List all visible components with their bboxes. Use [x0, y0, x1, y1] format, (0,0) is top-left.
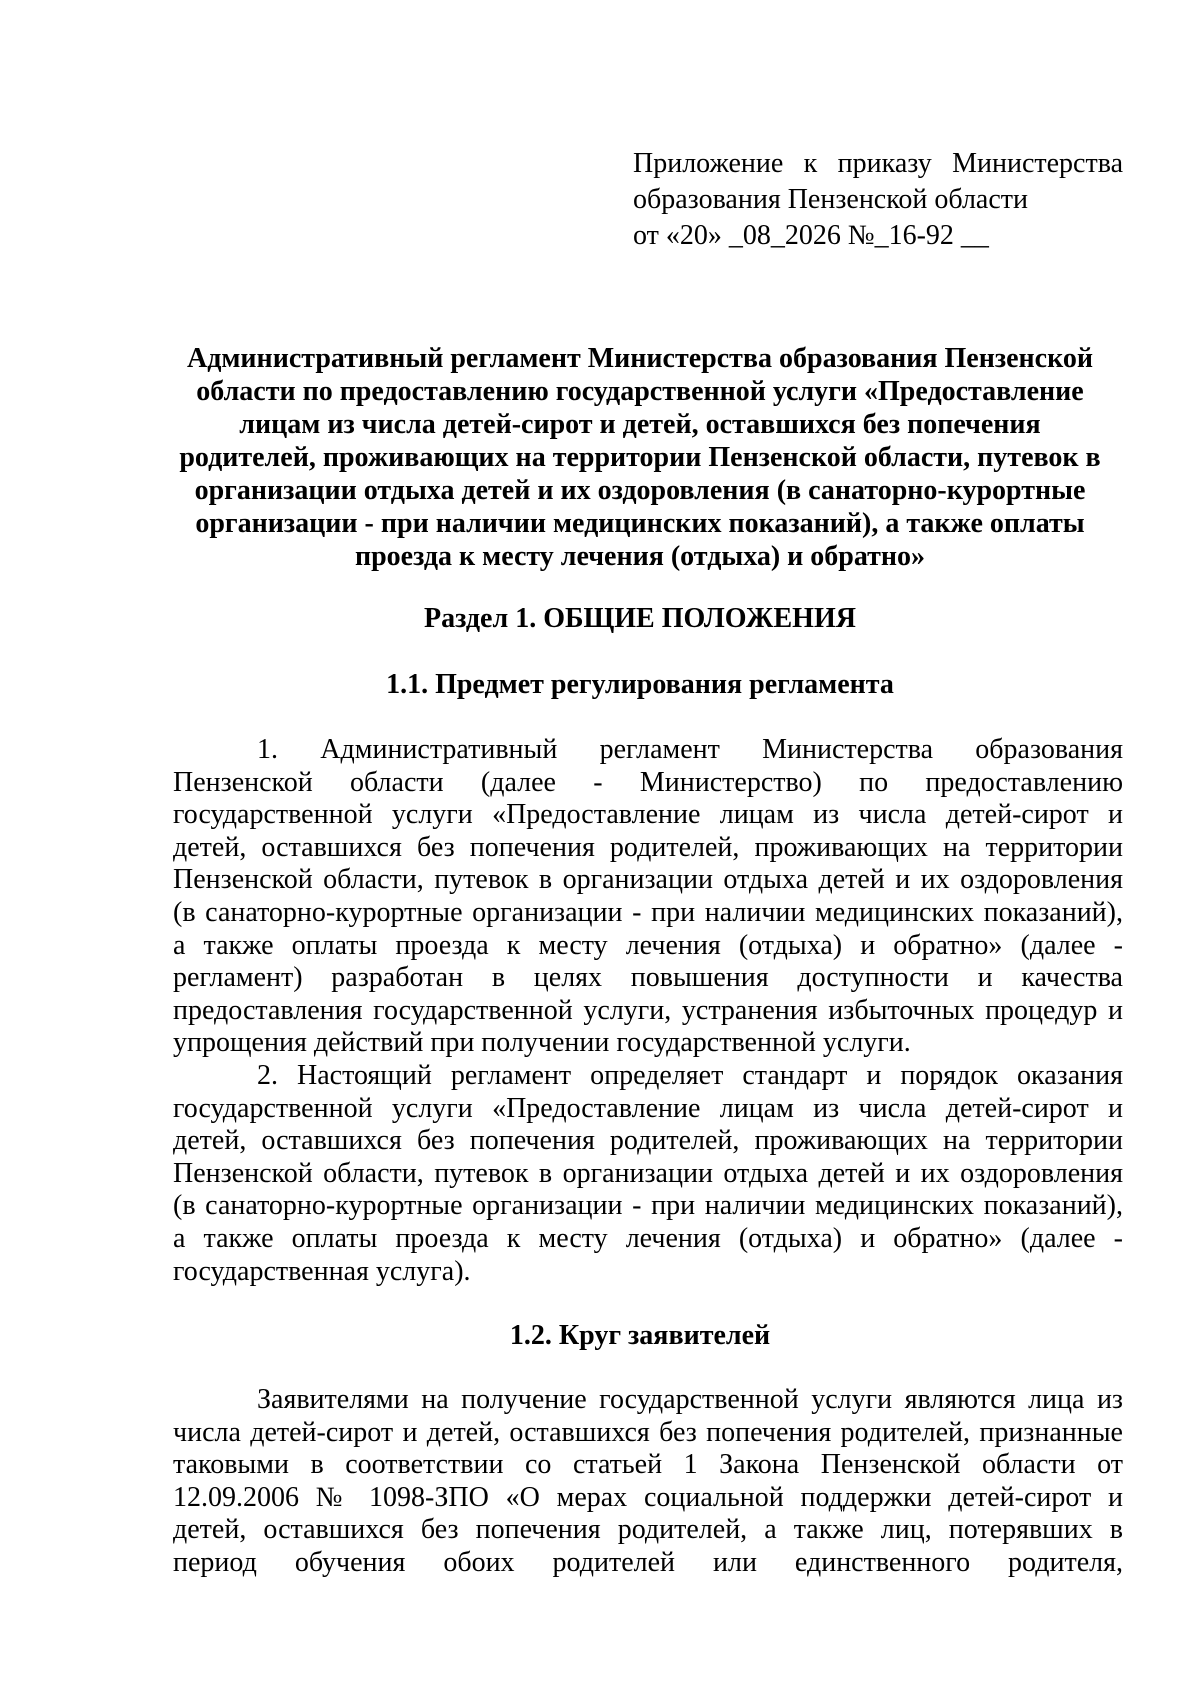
title-line: организации отдыха детей и их оздоровления (в санаторно-курортные — [194, 475, 1086, 506]
section-1-heading: Раздел 1. ОБЩИЕ ПОЛОЖЕНИЯ — [424, 603, 856, 634]
paragraph-line: государственной услуги «Предоставление лицам из числа детей-сирот и — [173, 1092, 1123, 1124]
paragraph-line: (в санаторно-курортные организации - при наличии медицинских показаний), — [173, 896, 1123, 928]
paragraph-line: детей, оставшихся без попечения родителей, а также лиц, потерявших в — [173, 1514, 1123, 1546]
paragraph-line: 12.09.2006 № 1098-ЗПО «О мерах социальной поддержки детей-сирот и — [173, 1481, 1123, 1513]
approval-line: образования Пензенской области — [633, 184, 1028, 215]
document-title — [160, 342, 1120, 573]
paragraph-line: а также оплаты проезда к месту лечения (отдыха) и обратно» (далее - — [173, 929, 1123, 961]
title-line: родителей, проживающих на территории Пензенской области, путевок в — [179, 442, 1101, 473]
paragraph-line: государственной услуги «Предоставление лицам из числа детей-сирот и — [173, 799, 1123, 831]
paragraph-line: Пензенской области (далее - Министерство) по предоставлению — [173, 766, 1123, 798]
approval-line: Приложение к приказу Министерства — [633, 148, 1123, 179]
paragraph-line: 2. Настоящий регламент определяет стандарт и порядок оказания — [257, 1060, 1123, 1091]
paragraph-line: детей, оставшихся без попечения родителей, проживающих на территории — [173, 831, 1123, 863]
paragraph-line: детей, оставшихся без попечения родителей, проживающих на территории — [173, 1125, 1123, 1157]
title-line: проезда к месту лечения (отдыха) и обратно» — [354, 541, 926, 572]
paragraph-line: упрощения действий при получении государственной услуги. — [173, 1027, 911, 1059]
paragraph-line: а также оплаты проезда к месту лечения (отдыха) и обратно» (далее - — [173, 1222, 1123, 1254]
paragraph-line: (в санаторно-курортные организации - при наличии медицинских показаний), — [173, 1190, 1123, 1222]
approval-stamp — [633, 146, 1123, 254]
subsection-1-2-heading: 1.2. Круг заявителей — [509, 1320, 771, 1351]
paragraph-line: числа детей-сирот и детей, оставшихся без попечения родителей, признанные — [173, 1416, 1123, 1448]
paragraph-1-1-1 — [173, 734, 1123, 1060]
paragraph-line: Пензенской области, путевок в организации отдыха детей и их оздоровления — [173, 1157, 1123, 1189]
title-line: области по предоставлению государственной услуги «Предоставление — [196, 376, 1084, 407]
paragraph-1-1-2 — [173, 1060, 1123, 1288]
subsection-1-1-heading: 1.1. Предмет регулирования регламента — [386, 669, 894, 700]
paragraph-line: государственная услуга). — [173, 1255, 471, 1287]
paragraph-line: таковыми в соответствии со статьей 1 Закона Пензенской области от — [173, 1449, 1123, 1481]
paragraph-line: Заявителями на получение государственной услуги являются лица из — [257, 1384, 1123, 1415]
title-line: Административный регламент Министерства образования Пензенской — [186, 343, 1094, 374]
title-line: лицам из числа детей-сирот и детей, оставшихся без попечения — [239, 409, 1041, 440]
approval-line: от «20» _08_2026 №_16-92 __ — [633, 220, 989, 251]
paragraph-1-2-1 — [173, 1384, 1123, 1580]
paragraph-line: предоставления государственной услуги, устранения избыточных процедур и — [173, 994, 1123, 1026]
paragraph-line: Пензенской области, путевок в организации отдыха детей и их оздоровления — [173, 864, 1123, 896]
paragraph-line: регламент) разработан в целях повышения доступности и качества — [173, 962, 1123, 994]
title-line: организации - при наличии медицинских показаний), а также оплаты — [195, 508, 1085, 539]
paragraph-line: 1. Административный регламент Министерства образования — [257, 734, 1123, 765]
paragraph-line: период обучения обоих родителей или единственного родителя, — [173, 1546, 1123, 1578]
